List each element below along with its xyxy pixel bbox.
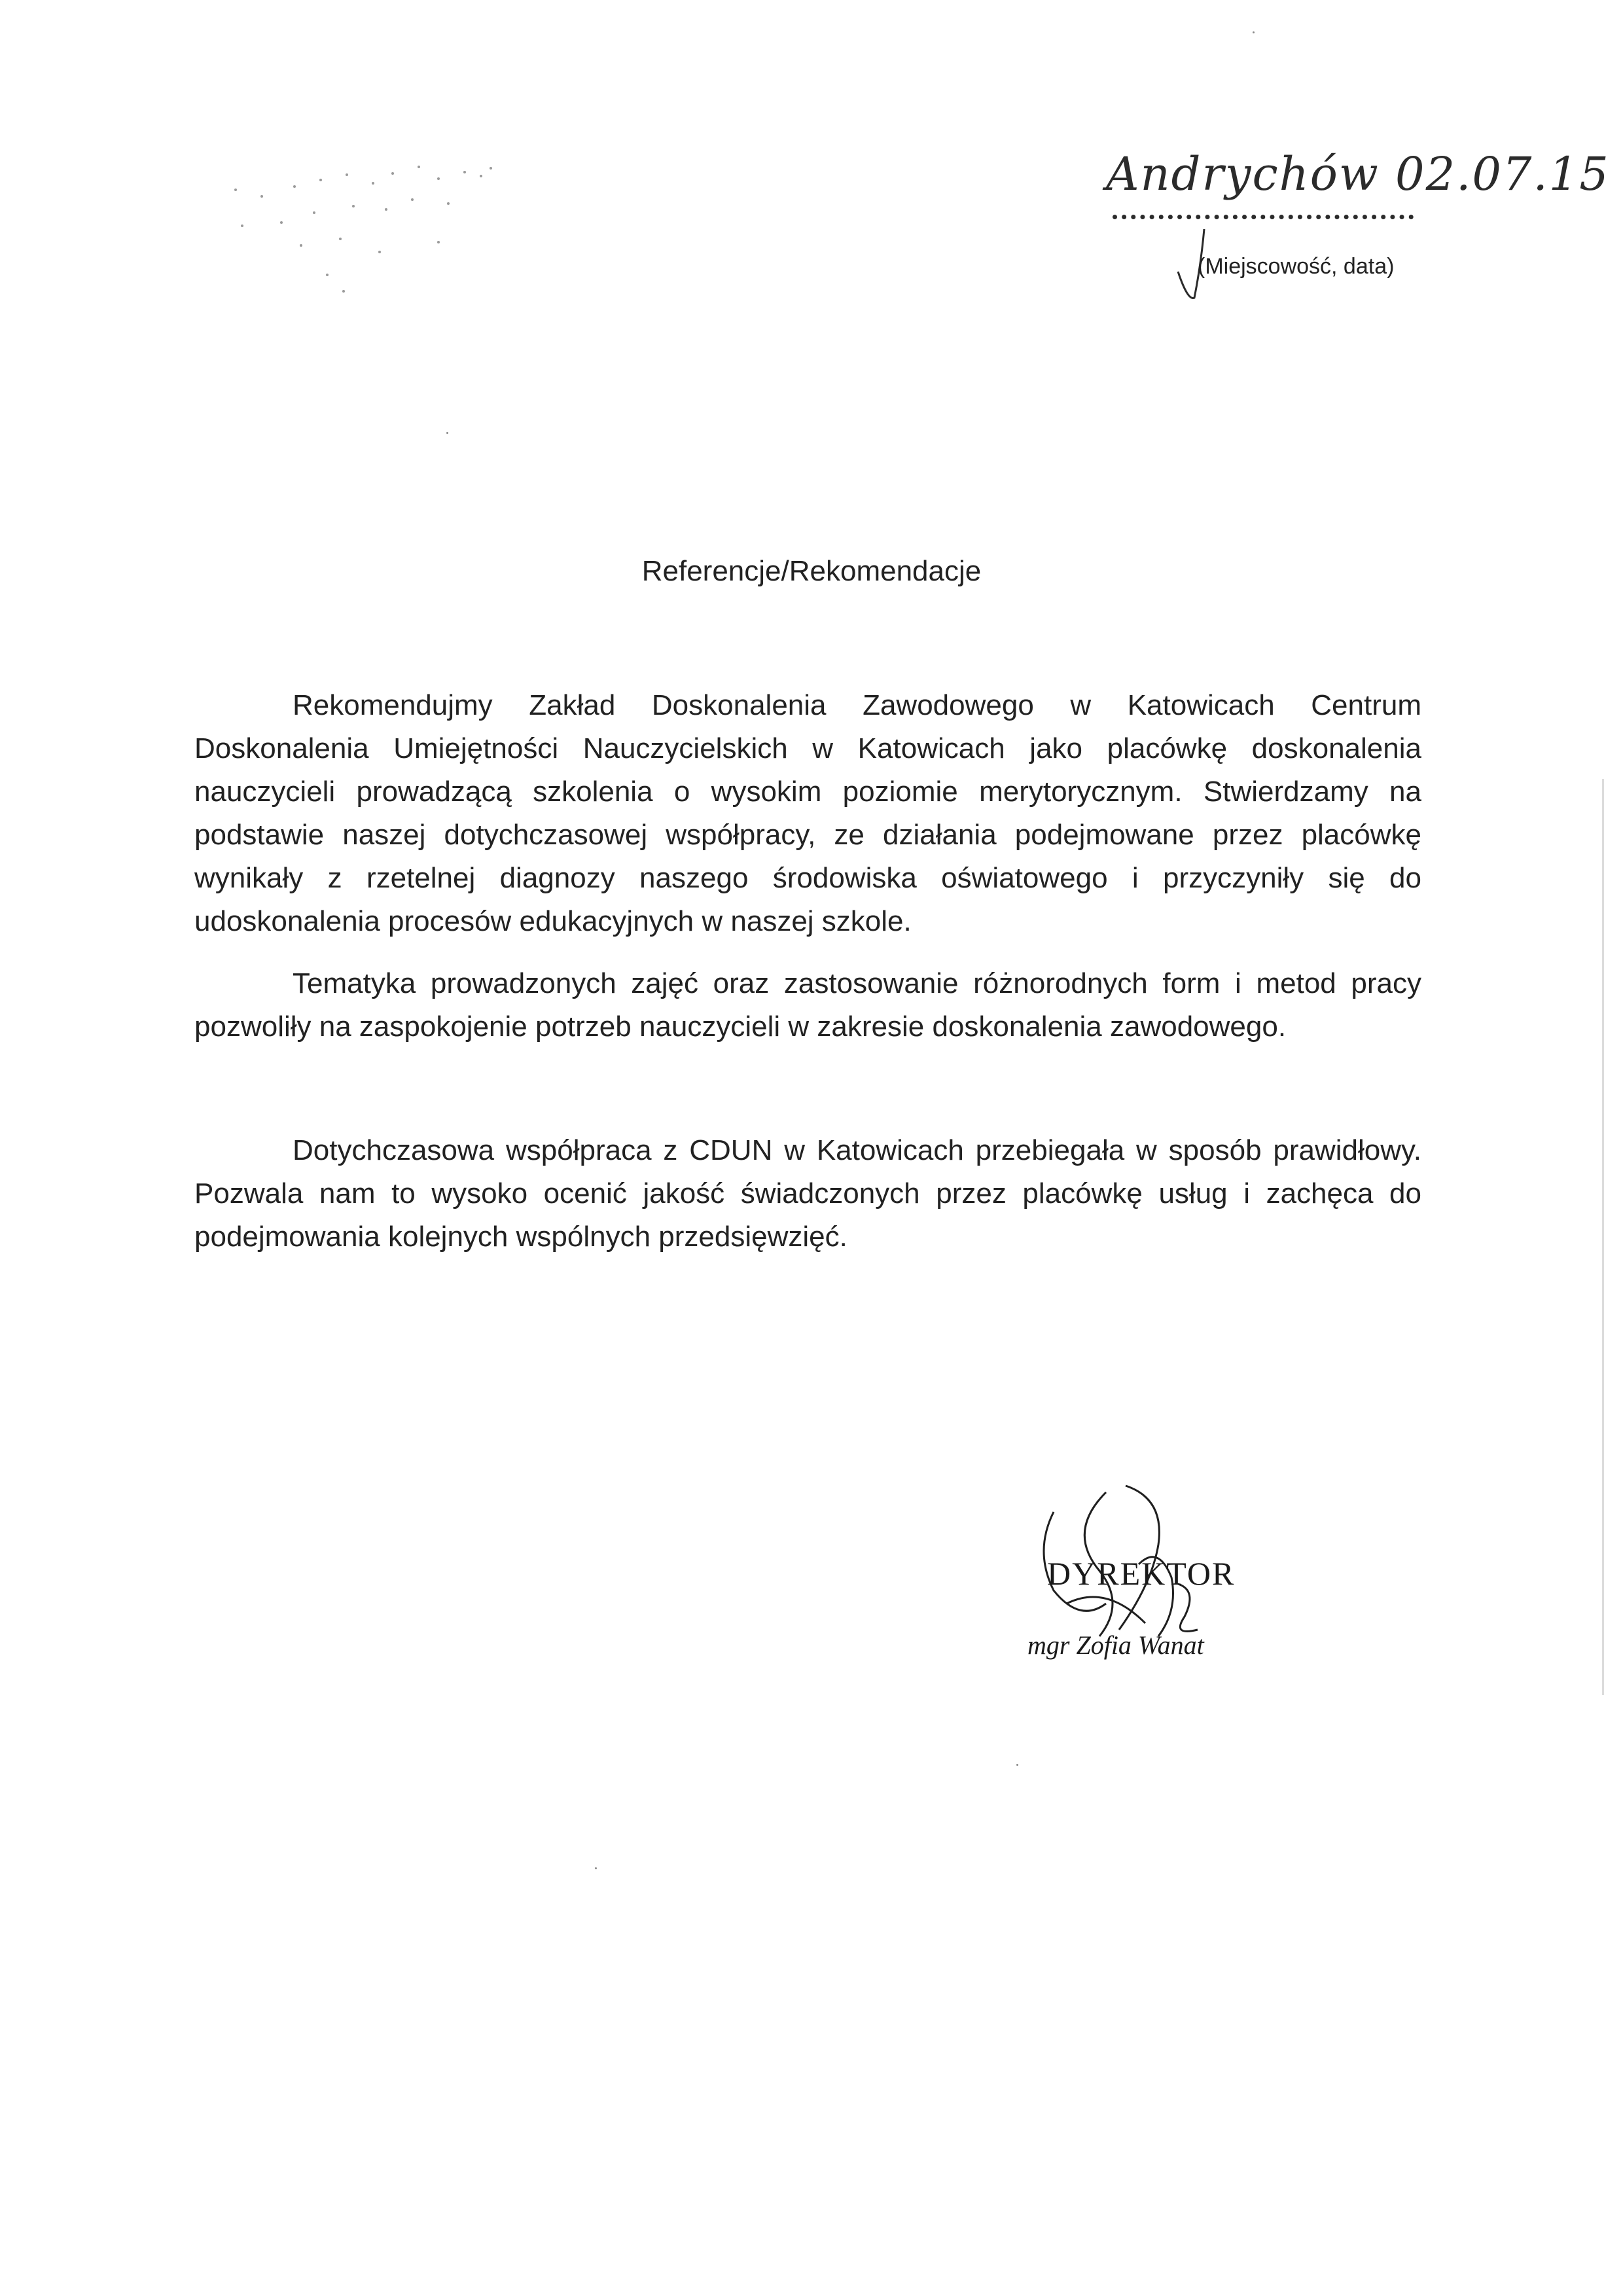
scan-dot — [595, 1867, 597, 1869]
scan-dot — [1253, 31, 1255, 33]
scan-specks — [223, 160, 537, 304]
body-paragraph-3: Dotychczasowa współpraca z CDUN w Katowicach przebiegała w sposób prawidłowy. Pozwala nam to wysoko ocenić jakość świadczonych przez placówkę usług i zachęca do podejmowania kolejnych wspólnych przedsięwzięć. — [194, 1134, 1421, 1253]
place-date-block — [1106, 147, 1610, 298]
place-date-label: (Miejscowość, data) — [1198, 254, 1395, 279]
scan-dot — [1016, 1764, 1018, 1766]
stamp-title: DYREKTOR — [1047, 1555, 1236, 1592]
body-paragraph-1: Rekomendujmy Zakład Doskonalenia Zawodowego w Katowicach Centrum Doskonalenia Umiejętności Nauczycielskich w Katowicach jako placówkę doskonalenia nauczycieli prowadzącą szkolenia o wysokim poziomie merytorycznym. Stwierdzamy na podstawie naszej dotychczasowej współpracy, ze działania podejmowane przez placówkę wynikały z rzetelnej diagnozy naszego środowiska oświatowego i przyczyniły się do udoskonalenia procesów edukacyjnych w naszej szkole. — [194, 689, 1421, 937]
scan-edge-line — [1602, 779, 1604, 1695]
place-date-handwriting: Andrychów 02.07.15 — [1106, 147, 1610, 201]
scan-dot — [446, 432, 448, 434]
body-paragraph-2: Tematyka prowadzonych zajęć oraz zastosowanie różnorodnych form i metod pracy pozwoliły na zaspokojenie potrzeb nauczycieli w zakresie doskonalenia zawodowego. — [194, 967, 1421, 1043]
document-title: Referencje/Rekomendacje — [641, 555, 982, 587]
place-date-dotted-line — [1113, 215, 1414, 219]
signature-stamp — [1027, 1473, 1302, 1689]
stamp-name: mgr Zofia Wanat — [1027, 1630, 1204, 1660]
